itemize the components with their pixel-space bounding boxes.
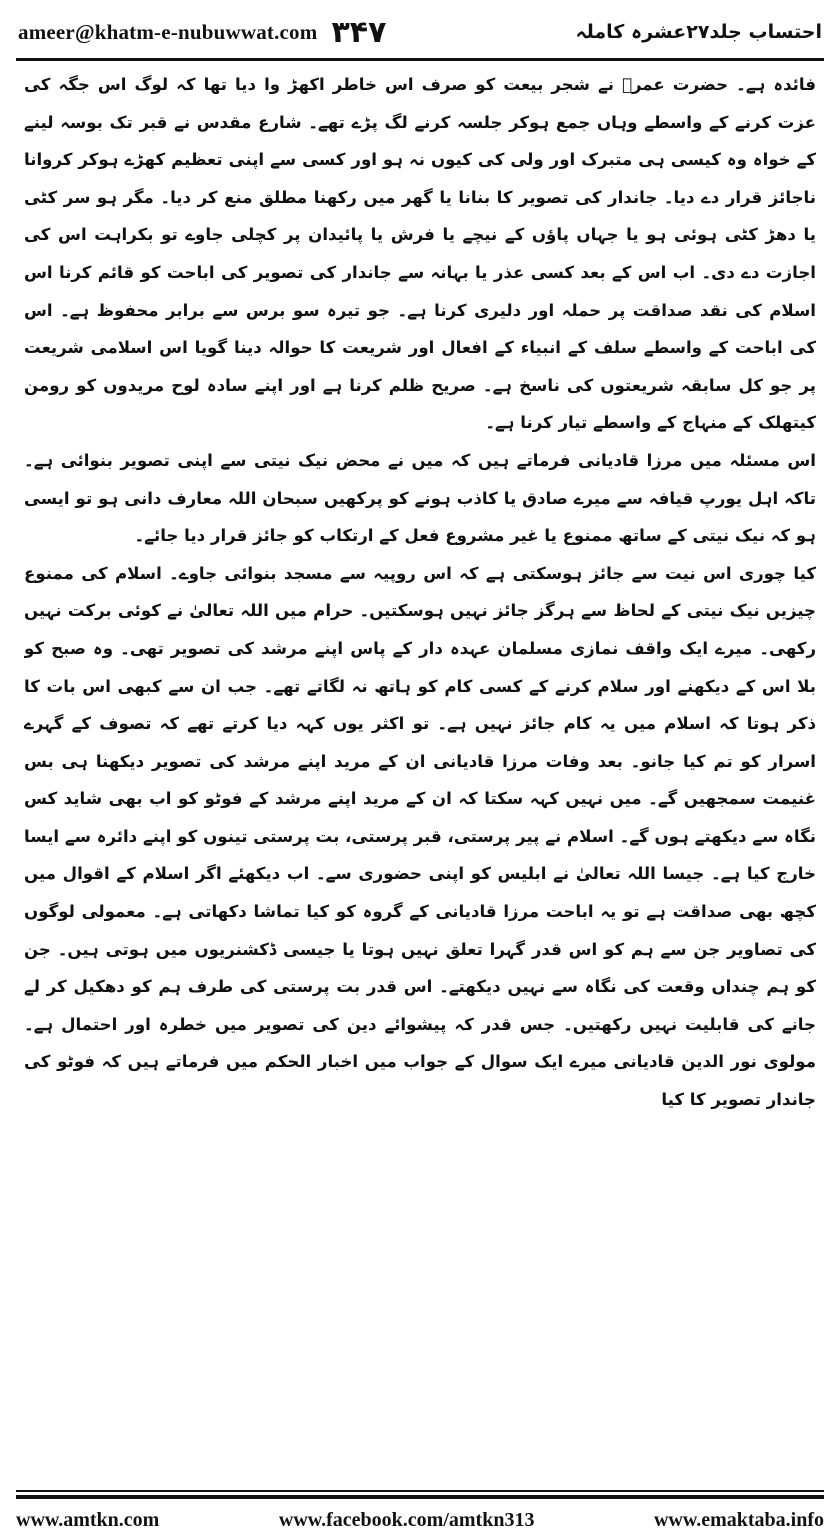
- paragraph-2: اس مسئلہ میں مرزا قادیانی فرماتے ہیں کہ میں نے محض نیک نیتی سے اپنی تصویر بنوائی ہے۔ تاکہ اہل یورپ قیافہ سے میرے صادق یا کاذب ہونے کو پرکھیں سبحان اللہ معارف دانی ہو تو ایسی ہو کہ نیک نیتی کے ساتھ ممنوع یا غیر مشروع فعل کے ارتکاب کو جائز قرار دیا جائے۔: [24, 450, 816, 546]
- header-left: [18, 15, 386, 50]
- page-header: [18, 10, 822, 54]
- page-footer: [16, 1504, 824, 1536]
- header-email: ameer@khatm-e-nubuwwat.com: [18, 19, 318, 44]
- paragraph-3: کیا چوری اس نیت سے جائز ہوسکتی ہے کہ اس روپیہ سے مسجد بنوائی جاوے۔ اسلام کی ممنوع چیزیں نیک نیتی کے لحاظ سے ہرگز جائز نہیں ہوسکتیں۔ حرام میں اللہ تعالیٰ نے کوئی برکت نہیں رکھی۔ میرے ایک واقف نمازی مسلمان عہدہ دار کے پاس اپنے مرشد کی تصویر تھی۔ وہ صبح کو بلا اس کے دیکھنے اور سلام کرنے کے کسی کام کو ہاتھ نہ لگاتے تھے۔ جب ان سے کبھی اس بات کا ذکر ہوتا کہ اسلام میں یہ کام جائز نہیں ہے۔ تو اکثر یوں کہہ دیا کرتے تھے کہ تصوف کے گہرے اسرار کو تم کیا جانو۔ بعد وفات مرزا قادیانی ان کے مرید اپنے مرشد کی تصویر دیکھنا ہی بس غنیمت سمجھیں گے۔ میں نہیں کہہ سکتا کہ ان کے مرید اپنے مرشد کے فوٹو کو اب بھی شاید کس نگاہ سے دیکھتے ہوں گے۔ اسلام نے پیر پرستی، قبر پرستی، بت پرستی تینوں کو اپنے دائرہ سے ایسا خارج کیا ہے۔ جیسا اللہ تعالیٰ نے ابلیس کو اپنی حضوری سے۔ اب دیکھئے اگر اسلام کے اقوال میں کچھ بھی صداقت ہے تو یہ اباحت مرزا قادیانی کے گروہ کو کیا تماشا دکھاتی ہے۔ معمولی لوگوں کی تصاویر جن سے ہم کو اس قدر گہرا تعلق نہیں ہوتا یا جیسی ڈکشنریوں میں ہوتی ہیں۔ جن کو ہم چنداں وقعت کی نگاہ سے نہیں دیکھتے۔ اس قدر بت پرستی کی طرف ہم کو دھکیل کر لے جانے کی قابلیت نہیں رکھتیں۔ جس قدر کہ پیشوائے دین کی تصویر میں خطرہ اور احتمال ہے۔ مولوی نور الدین قادیانی میرے ایک سوال کے جواب میں اخبار الحکم میں فرماتے ہیں کہ فوٹو کی جاندار تصویر کا کیا: [24, 563, 816, 1110]
- footer-rule-thick: [16, 1495, 824, 1499]
- page-body: [24, 66, 816, 1474]
- footer-link-emaktaba[interactable]: www.emaktaba.info: [653, 1508, 824, 1531]
- book-title: احتساب جلد۲۷عشرہ کاملہ: [575, 21, 822, 43]
- footer-rule-thin: [16, 1490, 824, 1492]
- paragraph-1: فائدہ ہے۔ حضرت عمرؓ نے شجر بیعت کو صرف اس خاطر اکھڑ وا دیا تھا کہ لوگ اس جگہ کی عزت کرنے کے واسطے وہاں جمع ہوکر جلسہ کرنے لگ پڑے تھے۔ شارع مقدس نے قبر تک بوسہ لینے کے خواہ وہ کیسی ہی متبرک اور ولی کی کیوں نہ ہو اور کسی سے اپنی تعظیم کھڑے ہوکر کروانا ناجائز قرار دے دیا۔ جاندار کی تصویر کا بنانا یا گھر میں رکھنا مطلق منع کر دیا۔ مگر ہو سر کٹی یا دھڑ کٹی ہوئی ہو یا جہاں پاؤں کے نیچے یا فرش یا پائیدان پر کچلی جاوے تو بکراہت اس کی اجازت دے دی۔ اب اس کے بعد کسی عذر یا بہانہ سے جاندار کی تصویر کی اباحت کو قائم کرنا اس اسلام کی نقد صداقت پر حملہ اور دلیری کرنا ہے۔ جو تیرہ سو برس سے برابر محفوظ ہے۔ اس کی اباحت کے واسطے سلف کے انبیاء کے افعال اور شریعت کا حوالہ دینا گویا اس اسلامی شریعت پر جو کل سابقہ شریعتوں کی ناسخ ہے۔ صریح ظلم کرنا ہے اور اپنے سادہ لوح مریدوں کو رومن کیتھلک کے منہاج کے واسطے تیار کرنا ہے۔: [24, 75, 816, 433]
- header-rule: [16, 58, 824, 61]
- footer-link-facebook[interactable]: www.facebook.com/amtkn313: [278, 1508, 535, 1531]
- page-number: ۳۴۷: [331, 14, 387, 50]
- footer-link-amtkn[interactable]: www.amtkn.com: [16, 1508, 160, 1531]
